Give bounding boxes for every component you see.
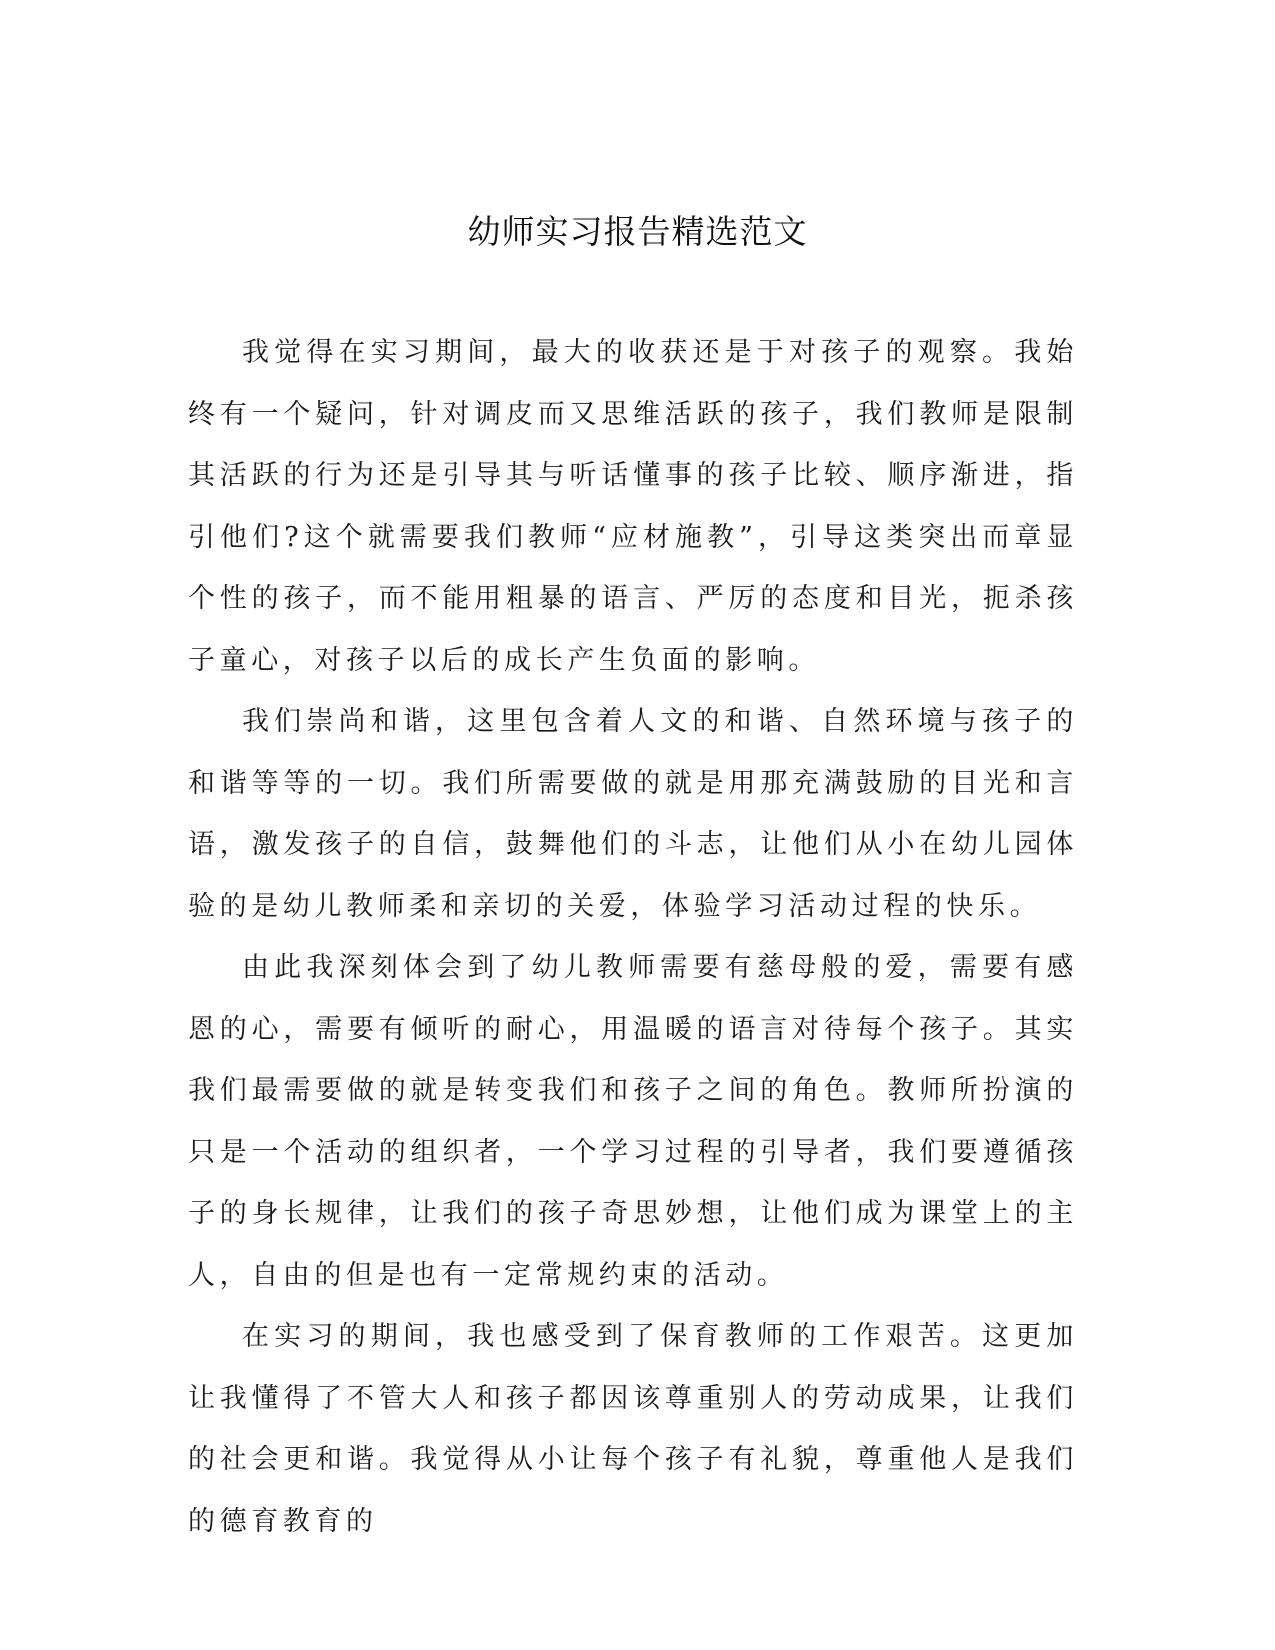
paragraph-3: 由此我深刻体会到了幼儿教师需要有慈母般的爱，需要有感恩的心，需要有倾听的耐心，用温暖的语言对待每个孩子。其实我们最需要做的就是转变我们和孩子之间的角色。教师所扮演的只是一个活动的组织者，一个学习过程的引导者，我们要遵循孩子的身长规律，让我们的孩子奇思妙想，让他们成为课堂上的主人，自由的但是也有一定常规约束的活动。 <box>188 952 1078 1291</box>
document-title: 幼师实习报告精选范文 <box>467 212 808 251</box>
paragraph-4: 在实习的期间，我也感受到了保育教师的工作艰苦。这更加让我懂得了不管大人和孩子都因该尊重别人的劳动成果，让我们的社会更和谐。我觉得从小让每个孩子有礼貌，尊重他人是我们的德育教育的 <box>188 1321 1078 1537</box>
document-body <box>188 322 1078 1552</box>
paragraph-1: 我觉得在实习期间，最大的收获还是于对孩子的观察。我始终有一个疑问，针对调皮而又思维活跃的孩子，我们教师是限制其活跃的行为还是引导其与听话懂事的孩子比较、顺序渐进，指引他们?这个就需要我们教师“应材施教”，引导这类突出而章显个性的孩子，而不能用粗暴的语言、严厉的态度和目光，扼杀孩子童心，对孩子以后的成长产生负面的影响。 <box>188 337 1078 676</box>
paragraph-2: 我们崇尚和谐，这里包含着人文的和谐、自然环境与孩子的和谐等等的一切。我们所需要做的就是用那充满鼓励的目光和言语，激发孩子的自信，鼓舞他们的斗志，让他们从小在幼儿园体验的是幼儿教师柔和亲切的关爱，体验学习活动过程的快乐。 <box>188 706 1078 922</box>
